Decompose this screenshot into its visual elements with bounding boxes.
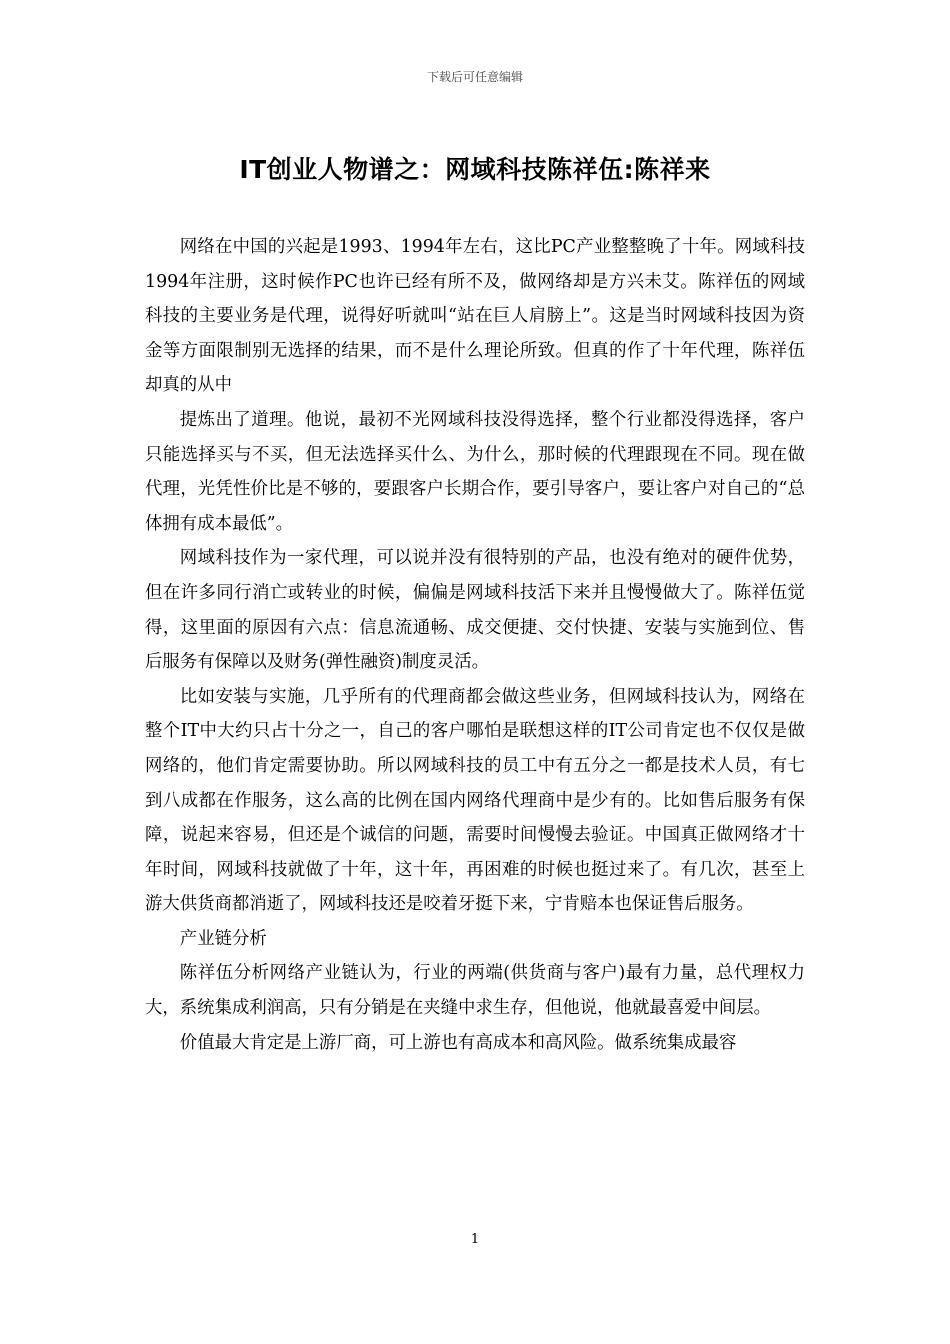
paragraph-3: 网域科技作为一家代理，可以说并没有很特别的产品，也没有绝对的硬件优势，但在许多同行消亡或转业的时候，偏偏是网域科技活下来并且慢慢做大了。陈祥伍觉得，这里面的原因有六点：信息流通畅、成交便捷、交付快捷、安装与实施到位、售后服务有保障以及财务(弹性融资)制度灵活。 [145,548,805,673]
page-number: 1 [470,1232,480,1247]
document-title: IT创业人物谱之：网域科技陈祥伍:陈祥来 [239,155,711,184]
section-heading: 产业链分析 [179,928,267,949]
paragraph-6: 价值最大肯定是上游厂商，可上游也有高成本和高风险。做系统集成最容 [179,1032,737,1053]
paragraph-4: 比如安装与实施，几乎所有的代理商都会做这些业务，但网域科技认为，网络在整个IT中大约只占十分之一，自己的客户哪怕是联想这样的IT公司肯定也不仅仅是做网络的，他们肯定需要协助。所以网域科技的员工中有五分之一都是技术人员，有七到八成都在作服务，这么高的比例在国内网络代理商中是少有的。比如售后服务有保障，说起来容易，但还是个诚信的问题，需要时间慢慢去验证。中国真正做网络才十年时间，网域科技就做了十年，这十年，再困难的时候也挺过来了。有几次，甚至上游大供货商都消逝了，网域科技还是咬着牙挺下来，宁肯赔本也保证售后服务。 [145,686,805,915]
paragraph-2: 提炼出了道理。他说，最初不光网域科技没得选择，整个行业都没得选择，客户只能选择买与不买，但无法选择买什么、为什么，那时候的代理跟现在不同。现在做代理，光凭性价比是不够的，要跟客户长期合作，要引导客户，要让客户对自己的“总体拥有成本最低”。 [145,409,805,534]
header-note: 下载后可任意编辑 [426,70,523,84]
document-body [145,230,805,1060]
paragraph-5: 陈祥伍分析网络产业链认为，行业的两端(供货商与客户)最有力量，总代理权力大，系统集成利润高，只有分销是在夹缝中求生存，但他说，他就最喜爱中间层。 [145,963,805,1019]
paragraph-1: 网络在中国的兴起是1993、1994年左右，这比PC产业整整晚了十年。网域科技1994年注册，这时候作PC也许已经有所不及，做网络却是方兴未艾。陈祥伍的网域科技的主要业务是代理，说得好听就叫“站在巨人肩膀上”。这是当时网域科技因为资金等方面限制别无选择的结果，而不是什么理论所致。但真的作了十年代理，陈祥伍却真的从中 [145,237,805,396]
